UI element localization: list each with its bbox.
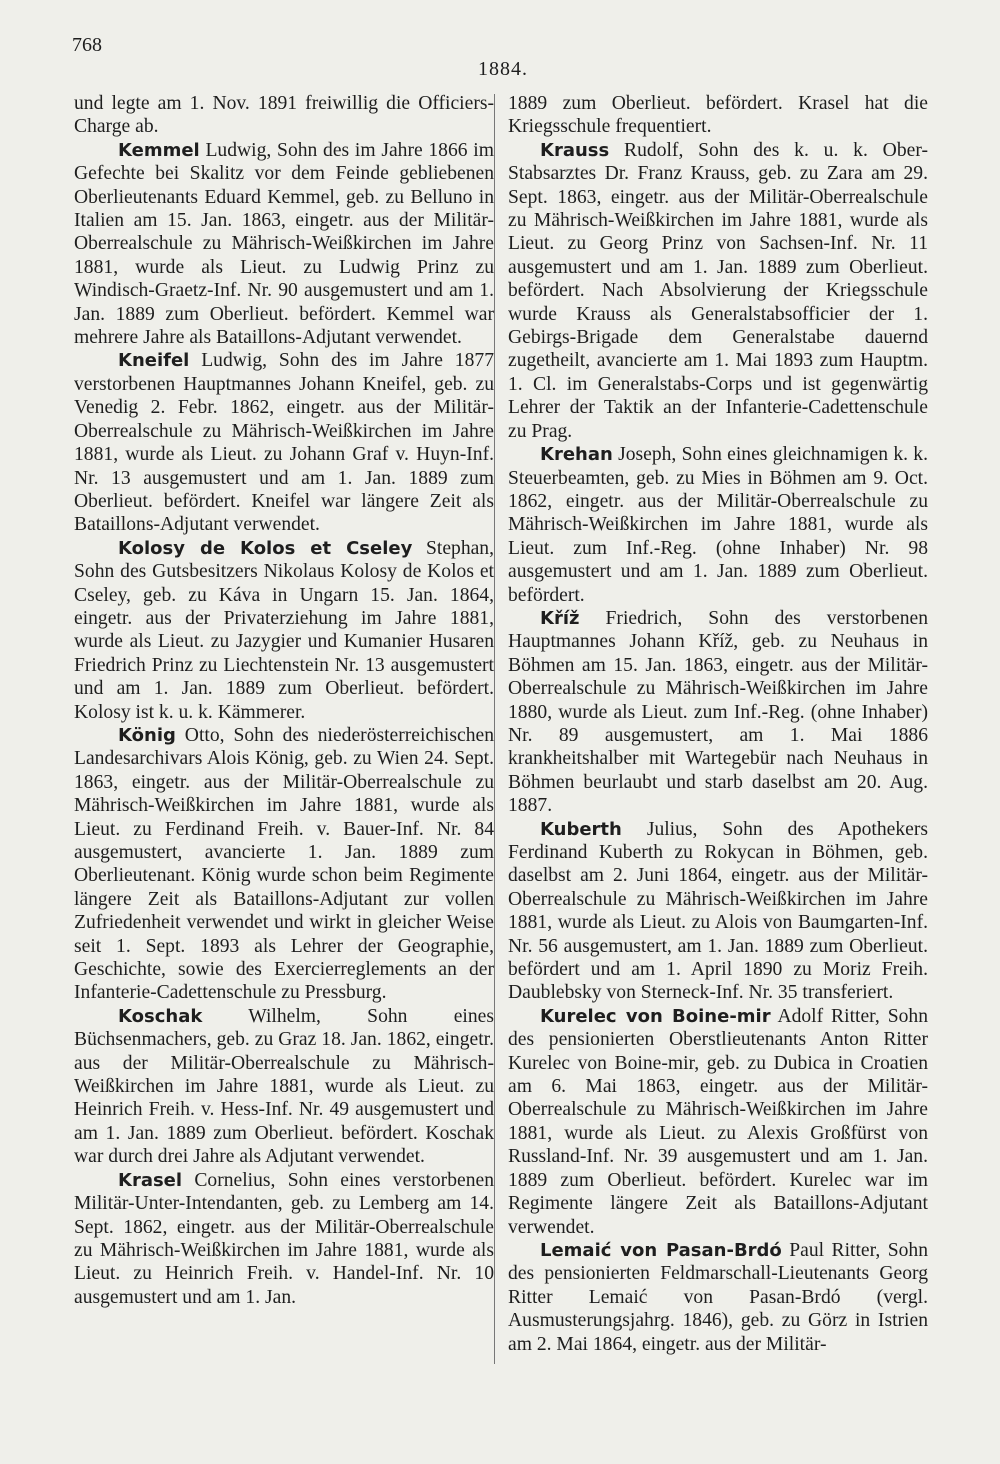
entry-text: Adolf Ritter, Sohn des pensionierten Oberstlieutenants Anton Ritter Kurelec von Boine-mir, geb. zu Dubica in Croatien am 6. Mai 1863, eingetr. aus der Militär-Oberrealschule zu Mährisch-Weißkirchen im Jahre 1881, wurde als Lieut. zu Alexis Großfürst von Russland-Inf. Nr. 39 ausgemustert und am 1. Jan. 1889 zum Oberlieut. befördert. Kurelec war im Regimente längere Zeit als Bataillons-Adjutant verwendet. <box>508 1005 928 1238</box>
entry-name: Kurelec von Boine-mir <box>540 1005 771 1027</box>
entry-name: Koschak <box>118 1005 203 1027</box>
entry-name: König <box>118 724 176 746</box>
entry-continuation <box>508 92 928 139</box>
entry-text: Rudolf, Sohn des k. u. k. Ober-Stabsarztes Dr. Franz Krauss, geb. zu Zara am 29. Sept. 1863, eingetr. aus der Militär-Oberrealschule zu Mährisch-Weißkirchen im Jahre 1881, wurde als Lieut. zu Georg Prinz von Sachsen-Inf. Nr. 11 ausgemustert und am 1. Jan. 1889 zum Oberlieut. befördert. Nach Absolvierung der Kriegsschule wurde Krauss als Generalstabsofficier der 1. Gebirgs-Brigade dem Generalstabe dauernd zugetheilt, avancierte am 1. Mai 1893 zum Hauptm. 1. Cl. im Generalstabs-Corps und ist gegenwärtig Lehrer der Taktik an der Infanterie-Cadettenschule zu Prag. <box>508 139 928 442</box>
entry-text: Julius, Sohn des Apothekers Ferdinand Kuberth zu Rokycan in Böhmen, geb. daselbst am 2. Juni 1864, eingetr. aus der Militär-Oberrealschule zu Mährisch-Weißkirchen im Jahre 1881, wurde als Lieut. zu Alois von Baumgarten-Inf. Nr. 56 ausgemustert, am 1. Jan. 1889 zum Oberlieut. befördert und am 1. April 1890 zu Moriz Freih. Daublebsky von Sterneck-Inf. Nr. 35 transferiert. <box>508 818 928 1004</box>
entry-name: Kuberth <box>540 818 622 840</box>
entry-lemaic <box>508 1239 928 1356</box>
entry-kneifel <box>74 349 494 536</box>
entry-text: Paul Ritter, Sohn des pensionierten Feldmarschall-Lieutenants Georg Ritter Lemaić von Pasan-Brdó (vergl. Ausmusterungsjahrg. 1846), geb. zu Görz in Istrien am 2. Mai 1864, eingetr. aus der Militär- <box>508 1239 928 1355</box>
entry-krauss <box>508 139 928 443</box>
entry-krasel <box>74 1169 494 1309</box>
entry-name: Lemaić von Pasan-Brdó <box>540 1239 782 1261</box>
entry-text: Otto, Sohn des niederösterreichischen Landesarchivars Alois König, geb. zu Wien 24. Sept. 1863, eingetr. aus der Militär-Oberrealschule zu Mährisch-Weißkirchen im Jahre 1881, wurde als Lieut. zu Ferdinand Freih. v. Bauer-Inf. Nr. 84 ausgemustert, avancierte 1. Jan. 1889 zum Oberlieutenant. König wurde schon beim Regimente längere Zeit als Bataillons-Adjutant zur vollen Zufriedenheit verwendet und wirkt in gleicher Weise seit 1. Sept. 1893 als Lehrer der Geographie, Geschichte, sowie des Exercierreglements an der Infanterie-Cadettenschule zu Pressburg. <box>74 724 494 1004</box>
page-number: 768 <box>72 34 102 56</box>
entry-kuberth <box>508 818 928 1005</box>
entry-text: Wilhelm, Sohn eines Büchsenmachers, geb. zu Graz 18. Jan. 1862, eingetr. aus der Militär-Oberrealschule zu Mährisch-Weißkirchen im Jahre 1881, wurde als Lieut. zu Heinrich Freih. v. Hess-Inf. Nr. 49 ausgemustert und am 1. Jan. 1889 zum Oberlieut. befördert. Koschak war durch drei Jahre als Adjutant verwendet. <box>74 1005 494 1168</box>
entry-name: Kneifel <box>118 350 190 372</box>
entry-text: Stephan, Sohn des Gutsbesitzers Nikolaus Kolosy de Kolos et Cseley, geb. zu Káva in Ungarn 15. Jan. 1864, eingetr. aus der Privaterziehung im Jahre 1881, wurde als Lieut. zu Jazygier und Kumanier Husaren Friedrich Prinz zu Liechtenstein Nr. 13 ausgemustert und am 1. Jan. 1889 zum Oberlieut. befördert. Kolosy ist k. u. k. Kämmerer. <box>74 537 495 723</box>
entry-text: 1889 zum Oberlieut. befördert. Krasel hat die Kriegsschule frequentiert. <box>508 93 928 138</box>
entry-text: und legte am 1. Nov. 1891 freiwillig die Officiers-Charge ab. <box>74 93 494 138</box>
entry-text: Joseph, Sohn eines gleichnamigen k. k. Steuerbeamten, geb. zu Mies in Böhmen am 9. Oct. 1862, eingetr. aus der Militär-Oberrealschule zu Mährisch-Weißkirchen im Jahre 1881, wurde als Lieut. zum Inf.-Reg. (ohne Inhaber) Nr. 98 ausgemustert und am 1. Jan. 1889 zum Oberlieut. befördert. <box>508 444 928 606</box>
left-column <box>74 92 494 1309</box>
entry-name: Krauss <box>540 139 610 161</box>
entry-name: Kolosy de Kolos et Cseley <box>118 537 413 559</box>
entry-text: Friedrich, Sohn des verstorbenen Hauptmannes Johann Kříž, geb. zu Neuhaus in Böhmen am 15. Jan. 1863, eingetr. aus der Militär-Oberrealschule zu Mährisch-Weißkirchen im Jahre 1880, wurde als Lieut. zum Inf.-Reg. (ohne Inhaber) Nr. 89 ausgemustert, am 1. Mai 1886 krankheitshalber mit Wartegebür nach Neuhaus in Böhmen beurlaubt und starb daselbst am 20. Aug. 1887. <box>508 607 928 817</box>
entry-kriz <box>508 607 928 818</box>
entry-name: Krehan <box>540 444 613 466</box>
entry-kemmel <box>74 139 494 350</box>
entry-kolosy <box>74 537 494 724</box>
entry-krehan <box>508 443 928 607</box>
running-head-year: 1884. <box>478 58 528 80</box>
entry-koenig <box>74 724 494 1005</box>
entry-text: Cornelius, Sohn eines verstorbenen Militär-Unter-Intendanten, geb. zu Lemberg am 14. Sept. 1862, eingetr. aus der Militär-Oberrealschule zu Mährisch-Weißkirchen im Jahre 1881, wurde als Lieut. zu Heinrich Freih. v. Handel-Inf. Nr. 10 ausgemustert und am 1. Jan. <box>74 1169 494 1308</box>
entry-kurelec <box>508 1005 928 1239</box>
right-column <box>508 92 928 1356</box>
entry-text: Ludwig, Sohn des im Jahre 1866 im Gefechte bei Skalitz vor dem Feinde gebliebenen Oberlieutenants Eduard Kemmel, geb. zu Belluno in Italien am 15. Jan. 1863, eingetr. aus der Militär-Oberrealschule zu Mährisch-Weißkirchen im Jahre 1881, wurde als Lieut. zu Ludwig Prinz zu Windisch-Graetz-Inf. Nr. 90 ausgemustert und am 1. Jan. 1889 zum Oberlieut. befördert. Kemmel war mehrere Jahre als Bataillons-Adjutant verwendet. <box>74 139 494 349</box>
entry-continuation <box>74 92 494 139</box>
column-divider <box>494 94 495 1364</box>
entry-name: Krasel <box>118 1169 183 1191</box>
entry-koschak <box>74 1005 494 1169</box>
entry-text: Ludwig, Sohn des im Jahre 1877 verstorbenen Hauptmannes Johann Kneifel, geb. zu Venedig 2. Febr. 1862, eingetr. aus der Militär-Oberrealschule zu Mährisch-Weißkirchen im Jahre 1881, wurde als Lieut. zu Johann Graf v. Huyn-Inf. Nr. 13 ausgemustert und am 1. Jan. 1889 zum Oberlieut. befördert. Kneifel war längere Zeit als Bataillons-Adjutant verwendet. <box>74 350 494 536</box>
entry-name: Kříž <box>540 607 580 629</box>
entry-name: Kemmel <box>118 139 200 161</box>
